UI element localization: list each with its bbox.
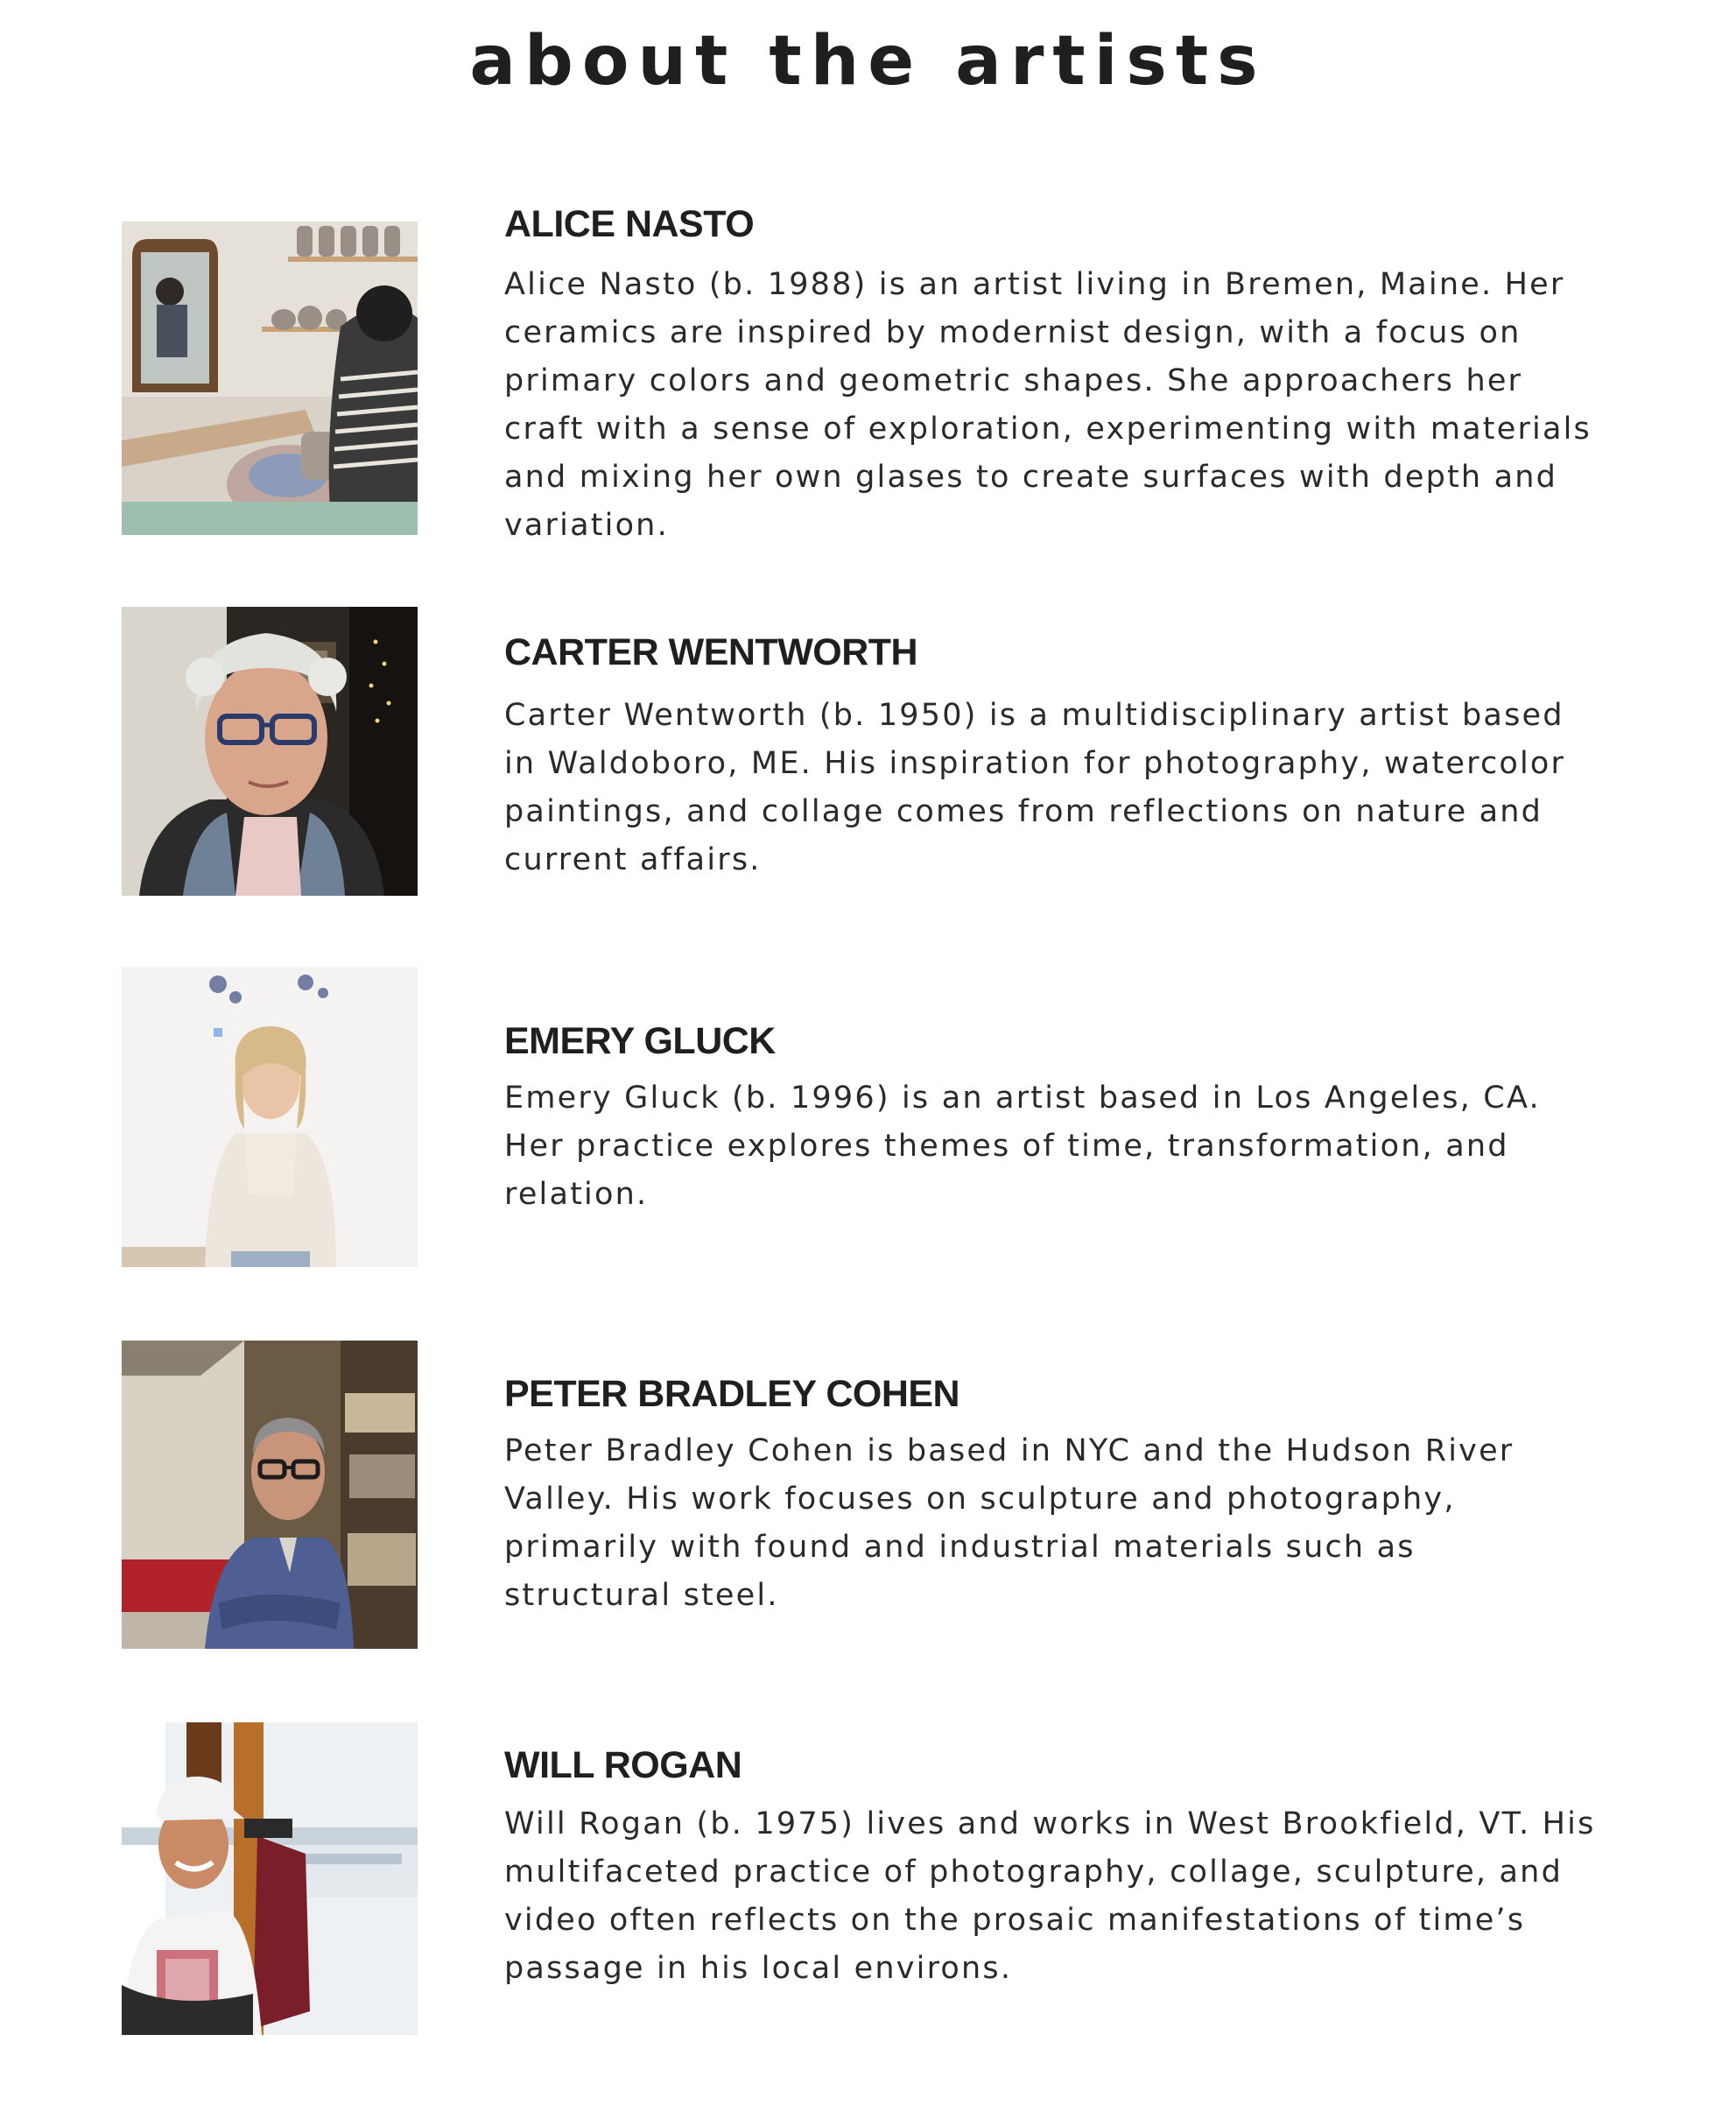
bio-line: Alice Nasto (b. 1988) is an artist living in Bremen, Maine. Her — [504, 267, 1565, 302]
artist-photo-carter-wentworth — [122, 607, 418, 896]
bio-line: Will Rogan (b. 1975) lives and works in West Brookfield, VT. His — [504, 1806, 1596, 1841]
portrait-image — [122, 1341, 418, 1649]
artist-bio — [504, 261, 1634, 550]
artist-bio — [504, 1427, 1634, 1620]
bio-line: Peter Bradley Cohen is based in NYC and the Hudson River — [504, 1433, 1515, 1468]
portrait-image — [122, 967, 418, 1267]
artist-photo-peter-bradley-cohen — [122, 1341, 418, 1649]
bio-line: Valley. His work focuses on sculpture and photography, — [504, 1482, 1456, 1517]
artist-name: CARTER WENTWORTH — [504, 631, 918, 673]
bio-line: ceramics are inspired by modernist design, with a focus on — [504, 315, 1522, 350]
bio-line: paintings, and collage comes from reflections on nature and — [504, 794, 1543, 829]
artist-name: WILL ROGAN — [504, 1744, 742, 1786]
bio-line: video often reflects on the prosaic manifestations of time’s — [504, 1903, 1526, 1938]
bio-line: relation. — [504, 1177, 649, 1212]
portrait-image — [122, 1722, 418, 2035]
artist-name: PETER BRADLEY COHEN — [504, 1373, 960, 1415]
artist-photo-will-rogan — [122, 1722, 418, 2035]
bio-line: in Waldoboro, ME. His inspiration for photography, watercolor — [504, 746, 1566, 781]
bio-line: variation. — [504, 508, 669, 543]
bio-line: primarily with found and industrial materials such as — [504, 1530, 1416, 1565]
artist-name: ALICE NASTO — [504, 203, 755, 245]
bio-line: Her practice explores themes of time, transformation, and — [504, 1129, 1509, 1164]
portrait-image — [122, 607, 418, 896]
artist-photo-emery-gluck — [122, 967, 418, 1267]
bio-line: current affairs. — [504, 842, 762, 877]
artist-bio — [504, 692, 1634, 884]
bio-line: craft with a sense of exploration, experimenting with materials — [504, 412, 1592, 447]
bio-line: Emery Gluck (b. 1996) is an artist based in Los Angeles, CA. — [504, 1081, 1541, 1116]
bio-line: passage in his local environs. — [504, 1951, 1013, 1986]
bio-line: primary colors and geometric shapes. She approachers her — [504, 363, 1523, 398]
bio-line: and mixing her own glases to create surfaces with depth and — [504, 460, 1558, 495]
artist-photo-alice-nasto — [122, 222, 418, 535]
artist-name: EMERY GLUCK — [504, 1020, 776, 1062]
bio-line: Carter Wentworth (b. 1950) is a multidisciplinary artist based — [504, 698, 1564, 733]
artist-bio — [504, 1800, 1634, 1993]
ceramics-studio-image — [122, 222, 418, 535]
page-title: about the artists — [469, 22, 1267, 101]
artist-bio — [504, 1074, 1634, 1219]
bio-line: multifaceted practice of photography, collage, sculpture, and — [504, 1855, 1563, 1890]
bio-line: structural steel. — [504, 1578, 779, 1613]
